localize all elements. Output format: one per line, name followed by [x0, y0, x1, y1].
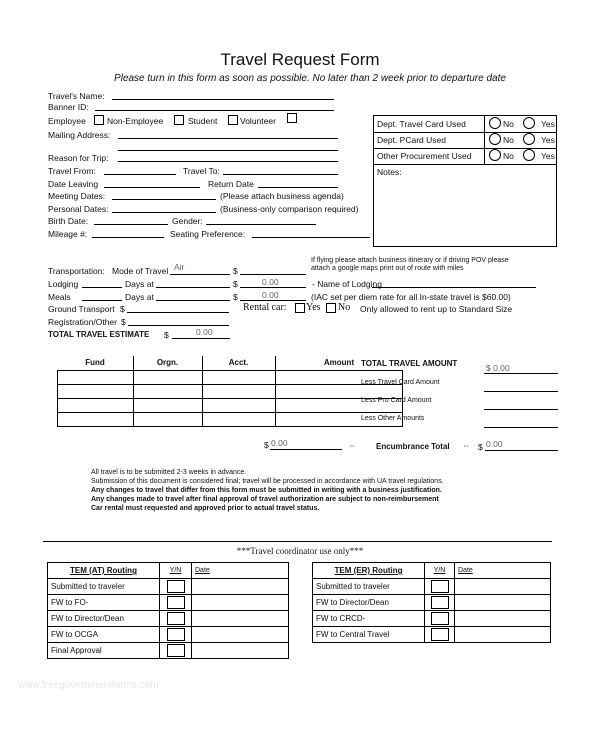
volunteer-label: Volunteer [240, 116, 276, 126]
return-date-label: Return Date [208, 179, 254, 189]
travel-to-field[interactable] [223, 174, 338, 175]
notice-line-1: All travel is to be submitted 2-3 weeks in advance. [91, 469, 247, 476]
fund-sum-field[interactable] [270, 449, 342, 450]
meals-rate-field[interactable] [156, 300, 230, 301]
notes-field[interactable] [380, 180, 550, 240]
reason-label: Reason for Trip: [48, 153, 109, 163]
equals-arrow-icon: ⇔ [462, 440, 471, 450]
less-other-field[interactable] [484, 427, 558, 428]
routing-er-date-cell[interactable] [455, 579, 551, 595]
routing-at-yn-checkbox[interactable] [167, 612, 185, 625]
transportation-label: Transportation: [48, 266, 105, 276]
fund-table [57, 356, 403, 427]
travel-card-yes-radio[interactable] [523, 117, 535, 129]
total-estimate-value: 0.00 [196, 327, 213, 337]
meals-days-at-label: Days at [125, 292, 154, 302]
fund-cell[interactable] [58, 384, 134, 398]
ground-amount-field[interactable] [127, 312, 229, 313]
encumbrance-label: Encumbrance Total [376, 442, 450, 451]
transportation-amount-field[interactable] [240, 274, 306, 275]
notice-line-5: Car rental must requested and approved prior to actual travel status. [91, 505, 320, 512]
fund-cell[interactable] [58, 412, 134, 426]
routing-at-step: Final Approval [48, 643, 160, 659]
routing-er-yn-checkbox[interactable] [431, 612, 449, 625]
lodging-name-label: - Name of Lodging [312, 279, 382, 289]
procurement-no-label: No [503, 151, 514, 161]
gender-label: Gender: [172, 216, 203, 226]
notice-line-4: Any changes made to travel after final approval of travel authorization are subject to non-reimbursement [91, 496, 439, 503]
total-amount-field[interactable] [484, 373, 558, 374]
coordinator-divider [43, 541, 552, 542]
flying-note-1: If flying please attach business itinerary or if driving POV please [311, 257, 509, 264]
less-other-label: Less Other Amounts [361, 415, 425, 422]
routing-at-yn-checkbox[interactable] [167, 580, 185, 593]
orgn-cell[interactable] [133, 412, 202, 426]
routing-er-yn-checkbox[interactable] [431, 596, 449, 609]
meeting-note: (Please attach business agenda) [220, 191, 344, 201]
rental-yes-label: Yes [306, 302, 321, 313]
registration-label: Registration/Other [48, 317, 117, 327]
routing-at-date-header: Date [192, 563, 289, 579]
seating-label: Seating Preference: [170, 229, 246, 239]
procurement-yes-label: Yes [541, 151, 555, 161]
reason-field[interactable] [118, 161, 338, 162]
card-row-label: Dept. Travel Card Used [377, 119, 466, 129]
orgn-header: Orgn. [133, 356, 202, 370]
routing-at-date-cell[interactable] [192, 579, 289, 595]
routing-at-yn-checkbox[interactable] [167, 628, 185, 641]
procurement-no-radio[interactable] [489, 149, 501, 161]
meeting-dates-label: Meeting Dates: [48, 191, 106, 201]
encumbrance-field[interactable] [485, 450, 558, 451]
volunteer-checkbox[interactable] [287, 113, 297, 123]
routing-at-date-cell[interactable] [192, 627, 289, 643]
birth-date-field[interactable] [94, 224, 168, 225]
dollar-sign: $ [233, 279, 238, 289]
name-label: Travel's Name: [48, 91, 105, 101]
meeting-dates-field[interactable] [112, 199, 216, 200]
total-estimate-field[interactable] [172, 338, 230, 339]
mailing-label: Mailing Address: [48, 130, 111, 140]
travel-from-field[interactable] [104, 174, 176, 175]
ground-label: Ground Transport [48, 304, 115, 314]
notes-label: Notes: [377, 167, 402, 177]
less-pro-card-label: Less Pro Card Amount [361, 397, 432, 404]
routing-er-yn-checkbox[interactable] [431, 580, 449, 593]
routing-er-title: TEM (ER) Routing [313, 563, 425, 579]
birth-date-label: Birth Date: [48, 216, 89, 226]
routing-at-step: Submitted to traveler [48, 579, 160, 595]
rental-yes-checkbox[interactable] [295, 303, 305, 313]
notice-line-3: Any changes to travel that differ from this form must be submitted in writing with a business justification. [91, 487, 442, 494]
acct-cell[interactable] [202, 412, 275, 426]
pcard-yes-label: Yes [541, 135, 555, 145]
meals-days-field[interactable] [82, 300, 122, 301]
orgn-cell[interactable] [133, 384, 202, 398]
procurement-yes-radio[interactable] [523, 149, 535, 161]
routing-er-date-cell[interactable] [455, 595, 551, 611]
routing-at-title: TEM (AT) Routing [48, 563, 160, 579]
page-subtitle: Please turn in this form as soon as possible. No later than 2 week prior to departure date [114, 73, 506, 84]
rental-note: Only allowed to rent up to Standard Size [360, 304, 513, 314]
meals-value: 0.00 [262, 290, 279, 300]
acct-cell[interactable] [202, 370, 275, 384]
routing-er-step: FW to CRCD- [313, 611, 425, 627]
personal-dates-label: Personal Dates: [48, 204, 109, 214]
dollar-sign: $ [478, 442, 483, 452]
student-checkbox[interactable] [228, 115, 238, 125]
less-travel-card-field[interactable] [484, 391, 558, 392]
routing-at-step: FW to Director/Dean [48, 611, 160, 627]
page-title: Travel Request Form [220, 50, 380, 69]
personal-dates-field[interactable] [112, 212, 216, 213]
routing-at-yn-header: Y/N [160, 563, 192, 579]
notice-line-2: Submission of this document is considered final; travel will be processed in accordance with UA travel regulations. [91, 478, 444, 485]
routing-er-yn-checkbox[interactable] [431, 628, 449, 641]
name-field[interactable] [112, 99, 334, 100]
routing-at-yn-checkbox[interactable] [167, 596, 185, 609]
routing-at-date-cell[interactable] [192, 643, 289, 659]
total-amount-label: TOTAL TRAVEL AMOUNT [361, 359, 458, 368]
banner-label: Banner ID: [48, 102, 89, 112]
equals-arrow-icon: ⇔ [348, 440, 357, 450]
mailing-field-2[interactable] [118, 150, 338, 151]
mode-field[interactable] [170, 274, 230, 275]
date-leaving-field[interactable] [104, 187, 200, 188]
orgn-cell[interactable] [133, 370, 202, 384]
mileage-field[interactable] [92, 237, 164, 238]
routing-er-date-cell[interactable] [455, 611, 551, 627]
coordinator-heading: ***Travel coordinator use only*** [236, 546, 364, 556]
routing-er-date-header: Date [455, 563, 551, 579]
lodging-days-field[interactable] [82, 287, 122, 288]
student-label: Student [188, 116, 218, 126]
watermark: www.freegovernmentforms.com [18, 680, 159, 691]
less-pro-card-field[interactable] [484, 409, 558, 410]
travel-card-yes-label: Yes [541, 119, 555, 129]
amount-header: Amount [275, 356, 403, 370]
employee-checkbox[interactable] [94, 115, 104, 125]
pcard-yes-radio[interactable] [523, 133, 535, 145]
travel-to-label: Travel To: [183, 166, 220, 176]
banner-field[interactable] [95, 110, 334, 111]
encumbrance-value: 0.00 [486, 439, 503, 449]
dollar-sign: $ [120, 304, 125, 314]
mode-label: Mode of Travel [112, 266, 169, 276]
lodging-amount-field[interactable] [240, 287, 306, 288]
acct-header: Acct. [202, 356, 275, 370]
less-travel-card-label: Less Travel Card Amount [361, 379, 440, 386]
mode-value: Air [174, 262, 185, 272]
return-date-field[interactable] [258, 187, 338, 188]
dollar-sign: $ [233, 266, 238, 276]
routing-er-step: Submitted to traveler [313, 579, 425, 595]
routing-er-step: FW to Director/Dean [313, 595, 425, 611]
lodging-days-at-label: Days at [125, 279, 154, 289]
routing-er-table [312, 562, 551, 643]
gender-field[interactable] [206, 224, 316, 225]
orgn-cell[interactable] [133, 398, 202, 412]
meals-label: Meals [48, 292, 71, 302]
card-row-label: Dept. PCard Used [377, 135, 446, 145]
dollar-sign: $ [164, 330, 169, 340]
dollar-sign: $ [121, 317, 126, 327]
total-amount-value: $ 0.00 [486, 363, 510, 373]
routing-at-step: FW to FO- [48, 595, 160, 611]
acct-cell[interactable] [202, 398, 275, 412]
registration-amount-field[interactable] [128, 325, 229, 326]
rental-no-label: No [338, 302, 351, 313]
seating-field[interactable] [252, 237, 370, 238]
mileage-label: Mileage #: [48, 229, 88, 239]
non-employee-label: Non-Employee [107, 116, 164, 126]
lodging-name-field[interactable] [372, 287, 536, 288]
dollar-sign: $ [264, 440, 269, 450]
rental-label: Rental car: [243, 302, 287, 313]
pcard-no-label: No [503, 135, 514, 145]
travel-card-no-label: No [503, 119, 514, 129]
flying-note-2: attach a google maps print out of route with miles [311, 265, 464, 272]
routing-at-date-cell[interactable] [192, 611, 289, 627]
card-row-label: Other Procurement Used [377, 151, 472, 161]
lodging-label: Lodging [48, 279, 79, 289]
non-employee-checkbox[interactable] [174, 115, 184, 125]
personal-note: (Business-only comparison required) [220, 204, 359, 214]
routing-er-step: FW to Central Travel [313, 627, 425, 643]
routing-at-yn-checkbox[interactable] [167, 644, 185, 657]
employee-label: Employee [48, 116, 86, 126]
travel-from-label: Travel From: [48, 166, 96, 176]
fund-cell[interactable] [58, 370, 134, 384]
routing-at-step: FW to OCGA [48, 627, 160, 643]
total-estimate-label: TOTAL TRAVEL ESTIMATE [48, 330, 150, 339]
fund-cell[interactable] [58, 398, 134, 412]
lodging-rate-field[interactable] [156, 287, 230, 288]
fund-header: Fund [58, 356, 134, 370]
date-leaving-label: Date Leaving [48, 179, 99, 189]
rental-no-checkbox[interactable] [326, 303, 336, 313]
routing-at-date-cell[interactable] [192, 595, 289, 611]
routing-er-date-cell[interactable] [455, 627, 551, 643]
dollar-sign: $ [233, 292, 238, 302]
mailing-field-1[interactable] [118, 138, 338, 139]
lodging-value: 0.00 [262, 277, 279, 287]
acct-cell[interactable] [202, 384, 275, 398]
meals-note: (IAC set per diem rate for all In-state travel is $60.00) [311, 292, 511, 302]
fund-sum-value: 0.00 [271, 438, 288, 448]
pcard-no-radio[interactable] [489, 133, 501, 145]
travel-card-no-radio[interactable] [489, 117, 501, 129]
routing-at-table [47, 562, 289, 659]
routing-er-yn-header: Y/N [425, 563, 455, 579]
meals-amount-field[interactable] [240, 300, 306, 301]
